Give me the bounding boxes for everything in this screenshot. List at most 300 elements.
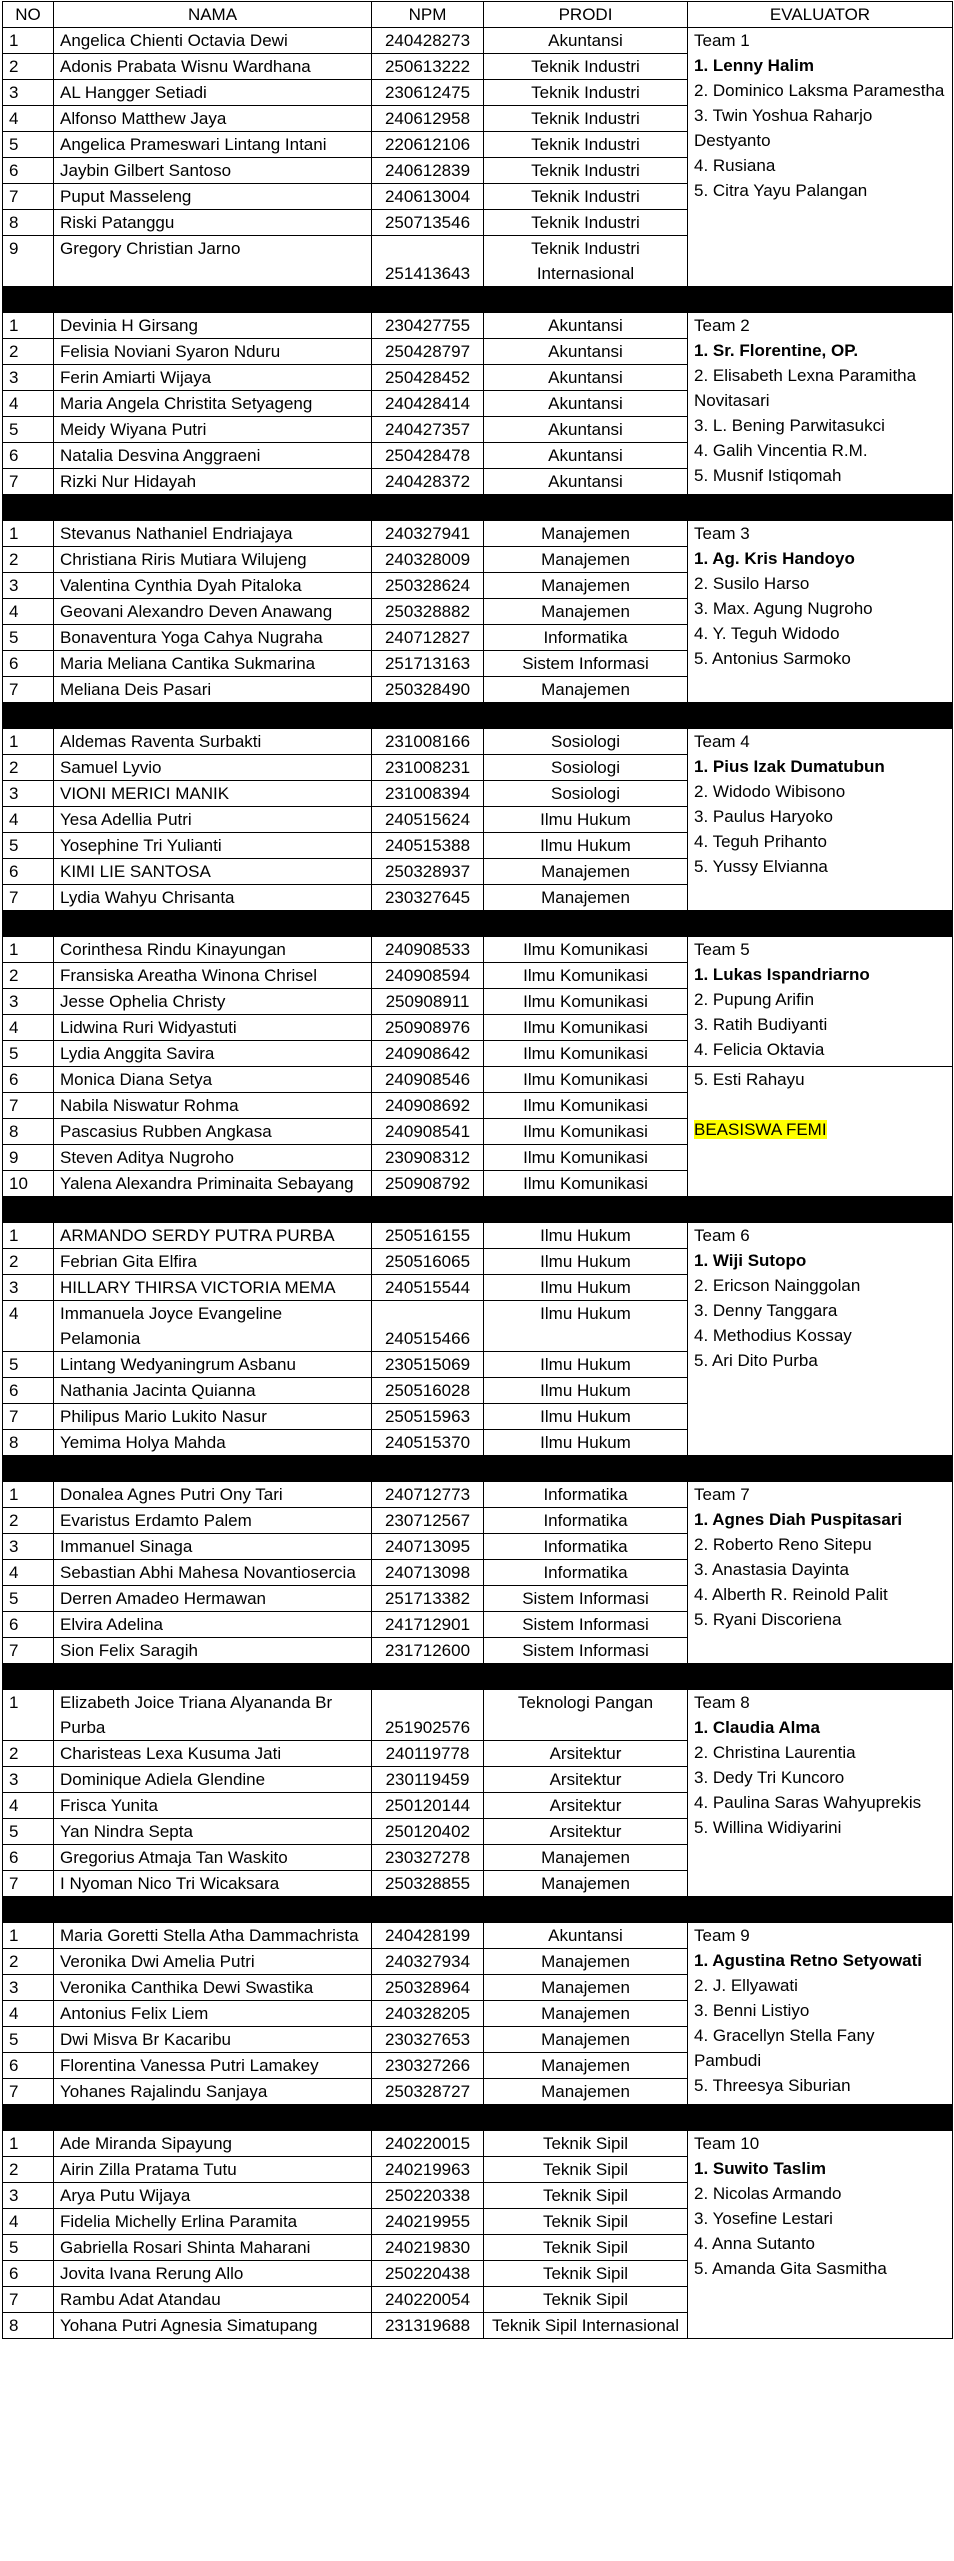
student-prodi: Ilmu Komunikasi [484,1171,688,1197]
row-no: 1 [3,937,54,963]
evaluator-cell [688,1923,953,2105]
row-no: 2 [3,963,54,989]
table-row [3,1482,953,1508]
student-name: Steven Aditya Nugroho [54,1145,372,1171]
student-npm: 250428478 [372,443,484,469]
evaluator-lead: 1. Pius Izak Dumatubun [694,757,885,776]
student-npm: 230612475 [372,80,484,106]
evaluator-member: 4. Anna Sutanto [694,2234,815,2253]
row-no: 5 [3,132,54,158]
evaluator-member: 2. Christina Laurentia [694,1743,856,1762]
student-npm: 240515370 [372,1430,484,1456]
student-npm: 231008166 [372,729,484,755]
separator-bar [3,495,953,521]
student-name: Dominique Adiela Glendine [54,1767,372,1793]
separator-bar [3,2105,953,2131]
student-npm: 250516028 [372,1378,484,1404]
row-no: 2 [3,1249,54,1275]
evaluator-lead: 1. Claudia Alma [694,1718,820,1737]
student-prodi: Akuntansi [484,313,688,339]
evaluator-member: 2. Susilo Harso [694,574,810,593]
student-prodi: Ilmu Komunikasi [484,1119,688,1145]
student-name: ARMANDO SERDY PUTRA PURBA [54,1223,372,1249]
student-prodi: Ilmu Komunikasi [484,963,688,989]
student-name: Lidwina Ruri Widyastuti [54,1015,372,1041]
row-no: 7 [3,184,54,210]
evaluator-member: 5. Yussy Elvianna [694,857,828,876]
student-name: Airin Zilla Pratama Tutu [54,2157,372,2183]
student-prodi: Ilmu Hukum [484,1301,688,1352]
evaluator-member: 2. Elisabeth Lexna Paramitha Novitasari [694,366,917,410]
student-name: Lydia Anggita Savira [54,1041,372,1067]
student-prodi: Sistem Informasi [484,651,688,677]
evaluator-cell [688,937,953,1067]
spacer [694,1092,946,1117]
header-nama: NAMA [54,2,372,28]
student-npm: 251902576 [372,1690,484,1741]
row-no: 8 [3,1119,54,1145]
student-name: Charisteas Lexa Kusuma Jati [54,1741,372,1767]
student-prodi: Akuntansi [484,417,688,443]
team-separator [3,1897,953,1923]
table-row [3,521,953,547]
table-row [3,1690,953,1741]
separator-bar [3,703,953,729]
evaluator-member: 3. Benni Listiyo [694,2001,810,2020]
student-npm: 240328205 [372,2001,484,2027]
student-prodi: Akuntansi [484,391,688,417]
student-prodi: Manajemen [484,859,688,885]
student-npm: 230327266 [372,2053,484,2079]
student-npm: 240712773 [372,1482,484,1508]
student-prodi: Teknologi Pangan [484,1690,688,1741]
evaluator-member: 4. Y. Teguh Widodo [694,624,840,643]
student-npm: 250908976 [372,1015,484,1041]
team-label: Team 7 [694,1485,750,1504]
row-no: 9 [3,1145,54,1171]
separator-bar [3,1664,953,1690]
student-name: Elizabeth Joice Triana Alyananda Br Purba [54,1690,372,1741]
student-name: Yohana Putri Agnesia Simatupang [54,2313,372,2339]
student-npm: 240427357 [372,417,484,443]
student-prodi: Ilmu Hukum [484,1249,688,1275]
row-no: 2 [3,54,54,80]
evaluator-cell [688,729,953,911]
table-row [3,1223,953,1249]
student-prodi: Informatika [484,1508,688,1534]
student-npm: 250908792 [372,1171,484,1197]
team-label: Team 9 [694,1926,750,1945]
student-npm: 240713095 [372,1534,484,1560]
student-npm: 250328855 [372,1871,484,1897]
row-no: 5 [3,1819,54,1845]
evaluator-member: 2. Pupung Arifin [694,990,815,1009]
row-no: 3 [3,2183,54,2209]
student-prodi: Ilmu Hukum [484,1430,688,1456]
student-prodi: Manajemen [484,2079,688,2105]
student-npm: 250428797 [372,339,484,365]
student-name: Ade Miranda Sipayung [54,2131,372,2157]
scholarship-note-line [694,1117,946,1142]
student-npm: 240220015 [372,2131,484,2157]
student-npm: 240219830 [372,2235,484,2261]
header-npm: NPM [372,2,484,28]
student-npm: 230515069 [372,1352,484,1378]
student-name: Maria Angela Christita Setyageng [54,391,372,417]
student-npm: 240515624 [372,807,484,833]
student-prodi: Manajemen [484,1845,688,1871]
row-no: 3 [3,1275,54,1301]
row-no: 8 [3,1430,54,1456]
student-prodi: Ilmu Komunikasi [484,1067,688,1093]
row-no: 5 [3,2027,54,2053]
student-name: Jovita Ivana Rerung Allo [54,2261,372,2287]
student-npm: 240515388 [372,833,484,859]
row-no: 2 [3,2157,54,2183]
student-name: Valentina Cynthia Dyah Pitaloka [54,573,372,599]
student-prodi: Manajemen [484,2053,688,2079]
row-no: 1 [3,521,54,547]
table-row [3,937,953,963]
student-prodi: Manajemen [484,677,688,703]
student-npm: 240328009 [372,547,484,573]
student-name: Christiana Riris Mutiara Wilujeng [54,547,372,573]
student-prodi: Teknik Sipil [484,2183,688,2209]
student-name: Rizki Nur Hidayah [54,469,372,495]
header-prodi: PRODI [484,2,688,28]
student-prodi: Manajemen [484,2027,688,2053]
student-name: Angelica Chienti Octavia Dewi [54,28,372,54]
row-no: 5 [3,1041,54,1067]
student-name: Yohanes Rajalindu Sanjaya [54,2079,372,2105]
student-name: Pascasius Rubben Angkasa [54,1119,372,1145]
student-name: Meidy Wiyana Putri [54,417,372,443]
student-prodi: Arsitektur [484,1819,688,1845]
student-name: Evaristus Erdamto Palem [54,1508,372,1534]
student-name: Nathania Jacinta Quianna [54,1378,372,1404]
evaluator-member: 5. Willina Widiyarini [694,1818,842,1837]
row-no: 6 [3,651,54,677]
student-npm: 240908692 [372,1093,484,1119]
evaluator-member: 5. Ryani Discoriena [694,1610,842,1629]
student-npm: 240908546 [372,1067,484,1093]
row-no: 3 [3,1534,54,1560]
student-prodi: Arsitektur [484,1767,688,1793]
student-npm: 230908312 [372,1145,484,1171]
student-prodi: Ilmu Hukum [484,1223,688,1249]
student-npm: 230712567 [372,1508,484,1534]
student-name: Fidelia Michelly Erlina Paramita [54,2209,372,2235]
row-no: 7 [3,1093,54,1119]
evaluator-member: 5. Esti Rahayu [694,1070,805,1089]
row-no: 3 [3,80,54,106]
student-prodi: Teknik Industri [484,158,688,184]
student-prodi: Manajemen [484,1975,688,2001]
student-npm: 231008394 [372,781,484,807]
student-prodi: Manajemen [484,2001,688,2027]
evaluator-member: 5. Amanda Gita Sasmitha [694,2259,887,2278]
row-no: 1 [3,1690,54,1741]
student-prodi: Ilmu Komunikasi [484,1041,688,1067]
student-name: Philipus Mario Lukito Nasur [54,1404,372,1430]
header-evaluator: EVALUATOR [688,2,953,28]
student-name: Gabriella Rosari Shinta Maharani [54,2235,372,2261]
student-name: Monica Diana Setya [54,1067,372,1093]
row-no: 4 [3,106,54,132]
student-npm: 250328937 [372,859,484,885]
evaluator-member: 3. Dedy Tri Kuncoro [694,1768,845,1787]
student-name: Nabila Niswatur Rohma [54,1093,372,1119]
row-no: 6 [3,1612,54,1638]
team-separator [3,495,953,521]
student-name: Samuel Lyvio [54,755,372,781]
row-no: 7 [3,2079,54,2105]
student-prodi: Sistem Informasi [484,1612,688,1638]
student-name: Frisca Yunita [54,1793,372,1819]
student-npm: 240428199 [372,1923,484,1949]
student-name: Yalena Alexandra Priminaita Sebayang [54,1171,372,1197]
row-no: 1 [3,1923,54,1949]
table-row [3,313,953,339]
student-name: Alfonso Matthew Jaya [54,106,372,132]
row-no: 7 [3,1404,54,1430]
student-prodi: Manajemen [484,599,688,625]
student-prodi: Manajemen [484,573,688,599]
evaluator-member: 4. Methodius Kossay [694,1326,852,1345]
row-no: 8 [3,210,54,236]
row-no: 5 [3,625,54,651]
student-prodi: Ilmu Hukum [484,1352,688,1378]
student-name: Fransiska Areatha Winona Chrisel [54,963,372,989]
evaluator-cell [688,1690,953,1897]
team-separator [3,703,953,729]
student-npm: 240428372 [372,469,484,495]
student-npm: 250328624 [372,573,484,599]
scholarship-note: BEASISWA FEMI [694,1120,827,1139]
row-no: 5 [3,2235,54,2261]
evaluator-member: 2. Nicolas Armando [694,2184,842,2203]
team-label: Team 3 [694,524,750,543]
row-no: 7 [3,469,54,495]
student-prodi: Teknik Industri [484,106,688,132]
student-prodi: Ilmu Komunikasi [484,989,688,1015]
evaluator-member: 4. Galih Vincentia R.M. [694,441,868,460]
row-no: 3 [3,1767,54,1793]
student-prodi: Ilmu Hukum [484,1404,688,1430]
student-npm: 230327278 [372,1845,484,1871]
evaluator-member: 3. Paulus Haryoko [694,807,833,826]
team-label: Team 10 [694,2134,760,2153]
table-row [3,1067,953,1093]
student-name: Gregory Christian Jarno [54,236,372,287]
team-label: Team 2 [694,316,750,335]
row-no: 6 [3,2261,54,2287]
student-npm: 250220438 [372,2261,484,2287]
student-npm: 240908541 [372,1119,484,1145]
student-prodi: Arsitektur [484,1793,688,1819]
evaluator-cell [688,521,953,703]
student-npm: 230327645 [372,885,484,911]
table-row [3,729,953,755]
student-name: Lydia Wahyu Chrisanta [54,885,372,911]
evaluator-lead: 1. Ag. Kris Handoyo [694,549,855,568]
row-no: 1 [3,313,54,339]
row-no: 2 [3,547,54,573]
table-row [3,28,953,54]
student-name: Jaybin Gilbert Santoso [54,158,372,184]
student-npm: 251713163 [372,651,484,677]
row-no: 1 [3,28,54,54]
student-prodi: Teknik Industri [484,184,688,210]
student-npm: 250515963 [372,1404,484,1430]
student-npm: 250516155 [372,1223,484,1249]
row-no: 4 [3,2001,54,2027]
team-separator [3,1664,953,1690]
student-name: Corinthesa Rindu Kinayungan [54,937,372,963]
team-separator [3,287,953,313]
student-name: Immanuela Joyce Evangeline Pelamonia [54,1301,372,1352]
row-no: 7 [3,1871,54,1897]
student-prodi: Teknik Industri Internasional [484,236,688,287]
student-npm: 250613222 [372,54,484,80]
student-prodi: Manajemen [484,1949,688,1975]
student-name: HILLARY THIRSA VICTORIA MEMA [54,1275,372,1301]
student-npm: 251713382 [372,1586,484,1612]
student-name: Rambu Adat Atandau [54,2287,372,2313]
evaluator-member: 2. Widodo Wibisono [694,782,846,801]
evaluator-lead: 1. Sr. Florentine, OP. [694,341,859,360]
evaluator-cell [688,1482,953,1664]
student-name: Felisia Noviani Syaron Nduru [54,339,372,365]
team-label: Team 1 [694,31,750,50]
row-no: 4 [3,2209,54,2235]
evaluator-cell [688,28,953,287]
table-body [3,28,953,2339]
evaluator-lead: 1. Lenny Halim [694,56,814,75]
student-name: Angelica Prameswari Lintang Intani [54,132,372,158]
student-npm: 241712901 [372,1612,484,1638]
student-npm: 240612958 [372,106,484,132]
evaluator-member: 4. Gracellyn Stella Fany Pambudi [694,2026,875,2070]
student-name: Immanuel Sinaga [54,1534,372,1560]
row-no: 6 [3,1378,54,1404]
student-name: Ferin Amiarti Wijaya [54,365,372,391]
team-label: Team 4 [694,732,750,751]
student-prodi: Informatika [484,1534,688,1560]
student-name: Derren Amadeo Hermawan [54,1586,372,1612]
student-npm: 240515466 [372,1301,484,1352]
row-no: 8 [3,2313,54,2339]
evaluator-lead: 1. Lukas Ispandriarno [694,965,870,984]
evaluator-cell [688,313,953,495]
student-npm: 240220054 [372,2287,484,2313]
student-name: Antonius Felix Liem [54,2001,372,2027]
student-name: Yan Nindra Septa [54,1819,372,1845]
evaluator-member: 5. Antonius Sarmoko [694,649,851,668]
student-prodi: Teknik Industri [484,54,688,80]
evaluator-member: 4. Alberth R. Reinold Palit [694,1585,888,1604]
row-no: 3 [3,1975,54,2001]
team-label: Team 8 [694,1693,750,1712]
row-no: 6 [3,859,54,885]
student-prodi: Teknik Sipil [484,2209,688,2235]
team-separator [3,2105,953,2131]
student-prodi: Informatika [484,625,688,651]
student-prodi: Akuntansi [484,1923,688,1949]
student-name: Meliana Deis Pasari [54,677,372,703]
student-name: Adonis Prabata Wisnu Wardhana [54,54,372,80]
row-no: 3 [3,781,54,807]
team-separator [3,1197,953,1223]
row-no: 2 [3,1741,54,1767]
row-no: 4 [3,1793,54,1819]
row-no: 7 [3,1638,54,1664]
student-name: Sebastian Abhi Mahesa Novantiosercia [54,1560,372,1586]
student-prodi: Arsitektur [484,1741,688,1767]
separator-bar [3,911,953,937]
row-no: 7 [3,2287,54,2313]
student-npm: 240219963 [372,2157,484,2183]
table-row [3,2131,953,2157]
student-prodi: Ilmu Komunikasi [484,1145,688,1171]
student-name: VIONI MERICI MANIK [54,781,372,807]
row-no: 4 [3,1015,54,1041]
student-prodi: Teknik Industri [484,80,688,106]
student-npm: 250428452 [372,365,484,391]
student-prodi: Sosiologi [484,755,688,781]
student-prodi: Informatika [484,1482,688,1508]
student-prodi: Akuntansi [484,28,688,54]
student-npm: 250328964 [372,1975,484,2001]
evaluator-member: 4. Teguh Prihanto [694,832,827,851]
student-name: Febrian Gita Elfira [54,1249,372,1275]
student-npm: 240515544 [372,1275,484,1301]
evaluator-member: 3. Yosefine Lestari [694,2209,833,2228]
student-prodi: Sistem Informasi [484,1586,688,1612]
row-no: 9 [3,236,54,287]
student-npm: 240119778 [372,1741,484,1767]
student-name: Yosephine Tri Yulianti [54,833,372,859]
student-npm: 250328727 [372,2079,484,2105]
student-prodi: Teknik Industri [484,210,688,236]
student-name: AL Hangger Setiadi [54,80,372,106]
student-prodi: Akuntansi [484,469,688,495]
student-name: Elvira Adelina [54,1612,372,1638]
row-no: 4 [3,391,54,417]
evaluator-member: 3. Denny Tanggara [694,1301,838,1320]
student-npm: 230119459 [372,1767,484,1793]
student-name: Geovani Alexandro Deven Anawang [54,599,372,625]
separator-bar [3,287,953,313]
student-prodi: Teknik Sipil [484,2287,688,2313]
student-npm: 240327934 [372,1949,484,1975]
student-prodi: Teknik Sipil [484,2261,688,2287]
evaluator-member: 3. L. Bening Parwitasukci [694,416,885,435]
student-npm: 230427755 [372,313,484,339]
student-npm: 231712600 [372,1638,484,1664]
student-name: Donalea Agnes Putri Ony Tari [54,1482,372,1508]
evaluator-member: 4. Felicia Oktavia [694,1040,825,1059]
student-prodi: Manajemen [484,521,688,547]
evaluator-member: 4. Rusiana [694,156,776,175]
student-npm: 240712827 [372,625,484,651]
evaluator-member: 2. Dominico Laksma Paramestha [694,81,945,100]
student-name: Florentina Vanessa Putri Lamakey [54,2053,372,2079]
evaluator-cell-extra [688,1067,953,1197]
evaluator-member: 3. Ratih Budiyanti [694,1015,828,1034]
student-name: Lintang Wedyaningrum Asbanu [54,1352,372,1378]
evaluator-lead: 1. Agustina Retno Setyowati [694,1951,922,1970]
